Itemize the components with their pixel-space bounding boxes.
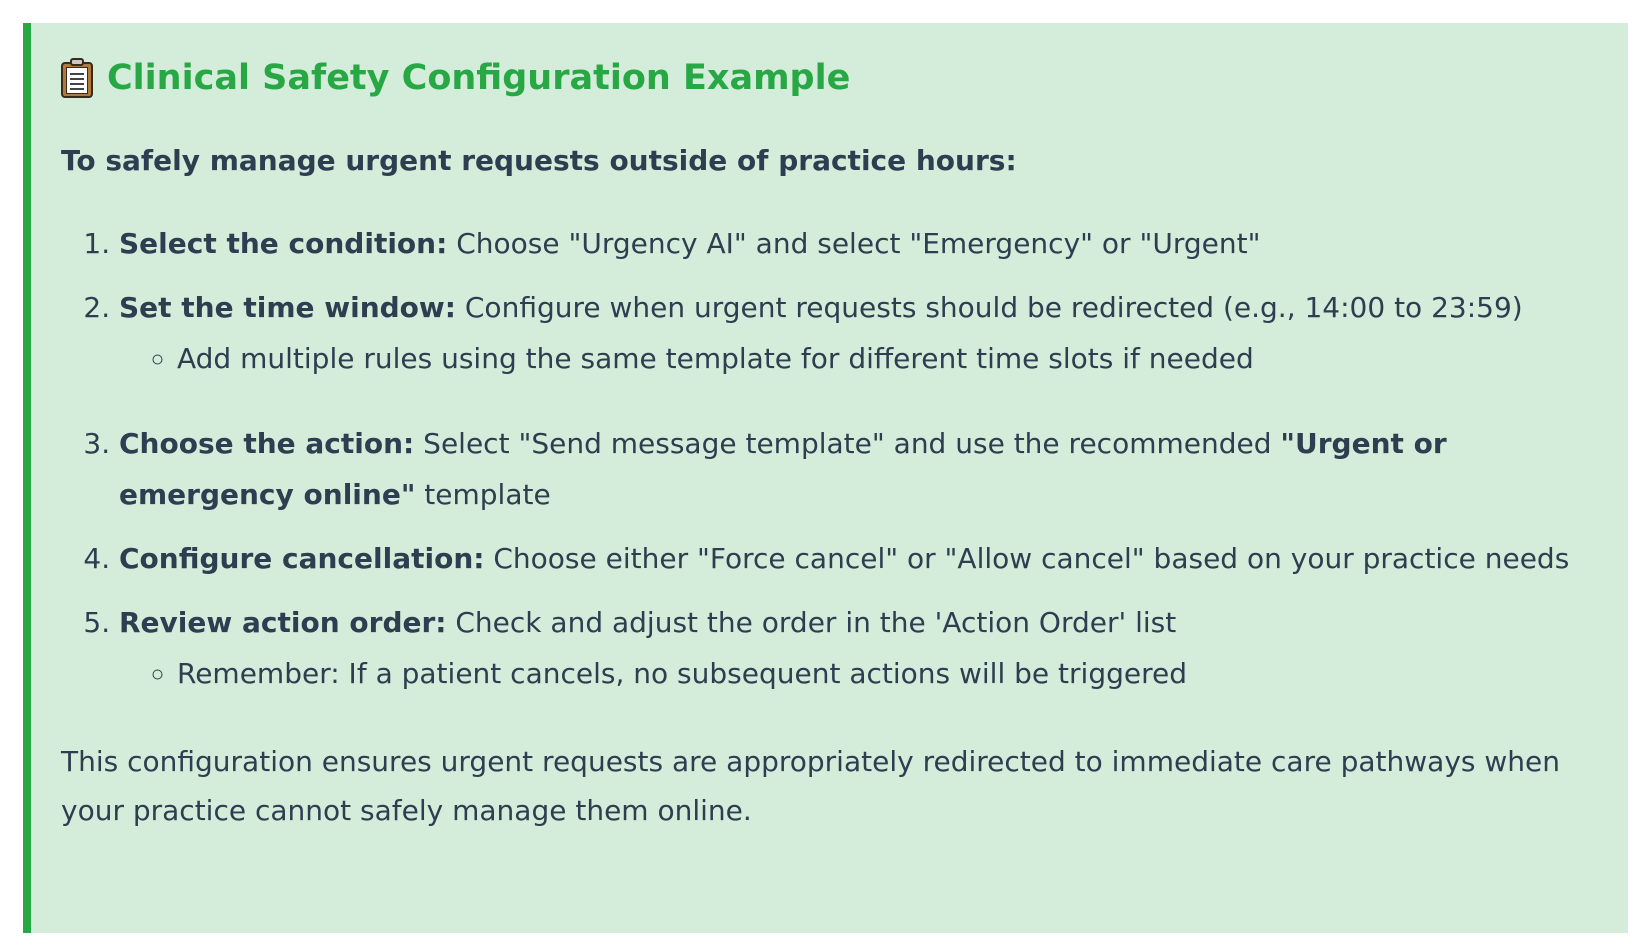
- step-sublist: [119, 648, 1598, 699]
- step-subitem: ◦ Remember: If a patient cancels, no subsequent actions will be triggered: [177, 648, 1598, 699]
- step-text: Check and adjust the order in the 'Action Order' list: [446, 606, 1177, 640]
- step-item: [119, 282, 1598, 384]
- step-text: Configure when urgent requests should be redirected (e.g., 14:00 to 23:59): [455, 291, 1523, 325]
- step-item: [119, 533, 1598, 584]
- clipboard-icon: [61, 58, 93, 98]
- step-emphasis: "Urgent or emergency online": [119, 427, 1447, 512]
- step-label: Choose the action:: [119, 427, 415, 461]
- step-sublist: [119, 333, 1598, 384]
- callout-outro: This configuration ensures urgent requests are appropriately redirected to immediate care pathways when your practice cannot safely manage them online.: [61, 745, 1560, 828]
- step-item: [119, 418, 1598, 520]
- step-item: [119, 597, 1598, 699]
- step-text: Choose either "Force cancel" or "Allow cancel" based on your practice needs: [484, 542, 1570, 576]
- clinical-safety-callout: [23, 23, 1628, 933]
- step-label: Select the condition:: [119, 227, 448, 261]
- step-label: Review action order:: [119, 606, 447, 640]
- callout-title: [61, 57, 1598, 99]
- step-label: Configure cancellation:: [119, 542, 485, 576]
- steps-list: [61, 218, 1598, 699]
- callout-title-text: Clinical Safety Configuration Example: [107, 58, 851, 98]
- step-item: [119, 218, 1598, 269]
- step-text: Select "Send message template" and use the recommended: [414, 427, 1281, 461]
- step-text-after: template: [415, 478, 551, 512]
- step-subitem: ◦ Add multiple rules using the same template for different time slots if needed: [177, 333, 1598, 384]
- step-text: Choose "Urgency AI" and select "Emergency" or "Urgent": [447, 227, 1261, 261]
- callout-intro: To safely manage urgent requests outside of practice hours:: [61, 144, 1017, 177]
- step-label: Set the time window:: [119, 291, 456, 325]
